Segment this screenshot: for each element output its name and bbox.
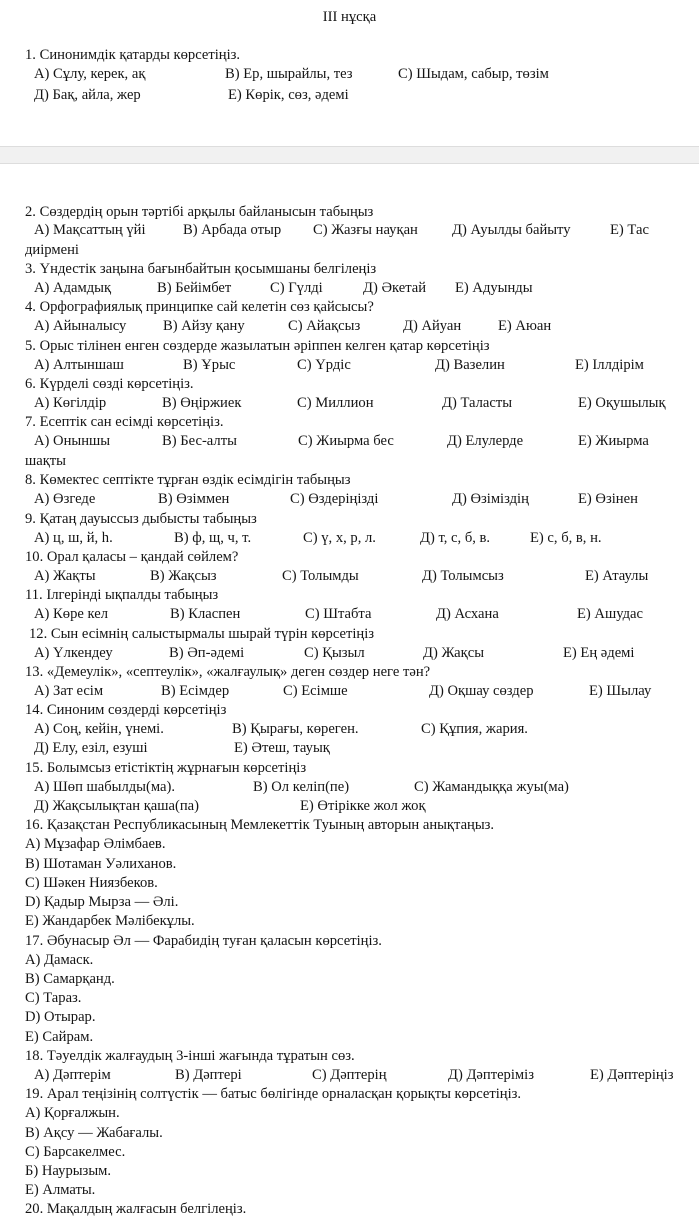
- option: Д) Жақсылықтан қаша(па): [34, 798, 199, 814]
- option: С) ү, х, р, л.: [303, 530, 376, 546]
- question-3: 3. Үндестік заңына бағынбайтын қосымшаны белгілеңіз: [25, 261, 377, 277]
- option: Е) с, б, в, н.: [530, 530, 602, 546]
- option: Е) Атаулы: [585, 568, 649, 584]
- option: Е) Сайрам.: [25, 1029, 94, 1045]
- option: Д) Дәптеріміз: [448, 1067, 534, 1083]
- question-17: 17. Әбунасыр Әл — Фарабидің туған қаласын көрсетіңіз.: [25, 933, 382, 949]
- question-5: 5. Орыс тілінен енген сөздерде жазылатын әріппен келген қатар көрсетіңіз: [25, 338, 490, 354]
- option: А) Мақсаттың үйі: [34, 222, 146, 238]
- option: В) Қырағы, көреген.: [232, 721, 359, 737]
- option: А) Адамдық: [34, 280, 112, 296]
- option: А) Дамаск.: [25, 952, 94, 968]
- question-11: 11. Ілгерінді ықпалды табыңыз: [25, 587, 219, 603]
- question-18: 18. Тәуелдік жалғаудың 3-інші жағында тұратын сөз.: [25, 1048, 355, 1064]
- option: Е) Ашудас: [577, 606, 643, 622]
- option: В) Арбада отыр: [183, 222, 282, 238]
- option: Е) Өзінен: [578, 491, 638, 507]
- question-2: 2. Сөздердің орын тәртібі арқылы байланысын табыңыз: [25, 204, 374, 220]
- page-gap: [0, 146, 699, 164]
- question-15: 15. Болымсыз етістіктің жұрнағын көрсетіңіз: [25, 760, 307, 776]
- option: Е) Дәптеріңіз: [590, 1067, 674, 1083]
- question-14: 14. Синоним сөздерді көрсетіңіз: [25, 702, 227, 718]
- option: С) Дәптерің: [312, 1067, 387, 1083]
- option: А) Алтыншаш: [34, 357, 124, 373]
- option: А) Жақты: [34, 568, 96, 584]
- option: В) Айзу қану: [163, 318, 245, 334]
- option: А) Мұзафар Әлімбаев.: [25, 836, 166, 852]
- option: Д) Бақ, айла, жер: [34, 87, 141, 103]
- option: В) Ұрыс: [183, 357, 236, 373]
- option: Б) Наурызым.: [25, 1163, 112, 1179]
- option: D) Қадыр Мырза — Әлі.: [25, 894, 179, 910]
- question-6: 6. Күрделі сөзді көрсетіңіз.: [25, 376, 194, 392]
- variant-title: III нұсқа: [322, 9, 377, 25]
- option: С) Шәкен Ниязбеков.: [25, 875, 158, 891]
- option: С) Үрдіс: [297, 357, 351, 373]
- option: С) Айақсыз: [288, 318, 361, 334]
- option: Д) Оқшау сөздер: [429, 683, 534, 699]
- question-19: 19. Арал теңізінің солтүстік — батыс бөлігінде орналасқан қорықты көрсетіңіз.: [25, 1086, 522, 1102]
- question-12: 12. Сын есімнің салыстырмалы шырай түрін көрсетіңіз: [29, 626, 375, 642]
- question-4: 4. Орфографиялық принципке сай келетін сөз қайсысы?: [25, 299, 374, 315]
- question-20: 20. Мақалдың жалғасын белгілеңіз.: [25, 1201, 247, 1217]
- option: В) Жақсыз: [150, 568, 217, 584]
- option: В) Есімдер: [161, 683, 230, 699]
- option: В) Ер, шырайлы, тез: [225, 66, 353, 82]
- option: А) Айыналысу: [34, 318, 127, 334]
- continuation: диірмені: [25, 242, 79, 258]
- option: Е) Өтірікке жол жоқ: [300, 798, 426, 814]
- option: А) Көре кел: [34, 606, 108, 622]
- question-13: 13. «Демеулік», «септеулік», «жалғаулық» деген сөздер неге тән?: [25, 664, 431, 680]
- option: Д) Елулерде: [447, 433, 524, 449]
- option: А) Көгілдір: [34, 395, 107, 411]
- option: С) Тараз.: [25, 990, 82, 1006]
- option: В) Бес-алты: [162, 433, 237, 449]
- option: С) Барсакелмес.: [25, 1144, 126, 1160]
- option: В) Бейімбет: [157, 280, 232, 296]
- option: В) Класпен: [170, 606, 241, 622]
- option: С) Жазғы науқан: [313, 222, 418, 238]
- option: Д) Асхана: [436, 606, 499, 622]
- option: Д) Таласты: [442, 395, 513, 411]
- option: Е) Тас: [610, 222, 649, 238]
- option: А) Оныншы: [34, 433, 111, 449]
- option: А) ц, ш, й, һ.: [34, 530, 113, 546]
- question-10: 10. Орал қаласы – қандай сөйлем?: [25, 549, 239, 565]
- option: В) ф, щ, ч, т.: [174, 530, 252, 546]
- option: Е) Жандарбек Мәлібекұлы.: [25, 913, 195, 929]
- option: Д) Толымсыз: [422, 568, 504, 584]
- option: С) Штабта: [305, 606, 372, 622]
- option: Е) Әтеш, тауық: [234, 740, 330, 756]
- option: А) Шөп шабылды(ма).: [34, 779, 175, 795]
- option: А) Өзгеде: [34, 491, 96, 507]
- option: Е) Алматы.: [25, 1182, 96, 1198]
- question-16: 16. Қазақстан Республикасының Мемлекеттік Туының авторын анықтаңыз.: [25, 817, 495, 833]
- option: В) Өзіммен: [158, 491, 230, 507]
- option: В) Ақсу — Жабағалы.: [25, 1125, 163, 1141]
- option: Е) Аюан: [498, 318, 552, 334]
- option: А) Қорғалжын.: [25, 1105, 120, 1121]
- option: В) Самарқанд.: [25, 971, 115, 987]
- question-8: 8. Көмектес септікте тұрған өздік есімдігін табыңыз: [25, 472, 351, 488]
- question-1: 1. Синонимдік қатарды көрсетіңіз.: [25, 47, 241, 63]
- option: Д) Жақсы: [423, 645, 485, 661]
- option: С) Шыдам, сабыр, төзім: [398, 66, 549, 82]
- option: Е) Жиырма: [578, 433, 649, 449]
- option: С) Миллион: [297, 395, 374, 411]
- option: В) Ол келіп(пе): [253, 779, 350, 795]
- option: Е) Көрік, сөз, әдемі: [228, 87, 349, 103]
- option: А) Үлкендеу: [34, 645, 113, 661]
- continuation: шақты: [25, 453, 66, 469]
- option: Д) Вазелин: [435, 357, 505, 373]
- option: А) Дәптерім: [34, 1067, 111, 1083]
- option: Д) Елу, езіл, езуші: [34, 740, 148, 756]
- option: Д) Әкетай: [363, 280, 427, 296]
- option: Д) Өзіміздің: [452, 491, 529, 507]
- option: С) Құпия, жария.: [421, 721, 528, 737]
- option: Е) Оқушылық: [578, 395, 666, 411]
- option: Д) т, с, б, в.: [420, 530, 491, 546]
- option: А) Соң, кейін, үнемі.: [34, 721, 164, 737]
- option: D) Отырар.: [25, 1009, 96, 1025]
- option: С) Жамандыққа жуы(ма): [414, 779, 569, 795]
- option: Е) Ең әдемі: [563, 645, 635, 661]
- option: Е) Адуынды: [455, 280, 533, 296]
- option: С) Гүлді: [270, 280, 323, 296]
- option: С) Қызыл: [304, 645, 365, 661]
- option: С) Толымды: [282, 568, 359, 584]
- option: В) Әп-әдемі: [169, 645, 245, 661]
- option: Е) Іллдірім: [575, 357, 644, 373]
- option: Д) Ауылды байыту: [452, 222, 571, 238]
- option: А) Зат есім: [34, 683, 104, 699]
- option: В) Дәптері: [175, 1067, 242, 1083]
- question-9: 9. Қатаң дауыссыз дыбысты табыңыз: [25, 511, 257, 527]
- question-7: 7. Есептік сан есімді көрсетіңіз.: [25, 414, 224, 430]
- option: Д) Айуан: [403, 318, 462, 334]
- option: А) Сұлу, керек, ақ: [34, 66, 146, 82]
- option: С) Өздеріңізді: [290, 491, 379, 507]
- option: В) Шотаман Уәлиханов.: [25, 856, 177, 872]
- option: Е) Шылау: [589, 683, 652, 699]
- option: С) Есімше: [283, 683, 348, 699]
- option: В) Өңіржиек: [162, 395, 242, 411]
- option: С) Жиырма бес: [298, 433, 394, 449]
